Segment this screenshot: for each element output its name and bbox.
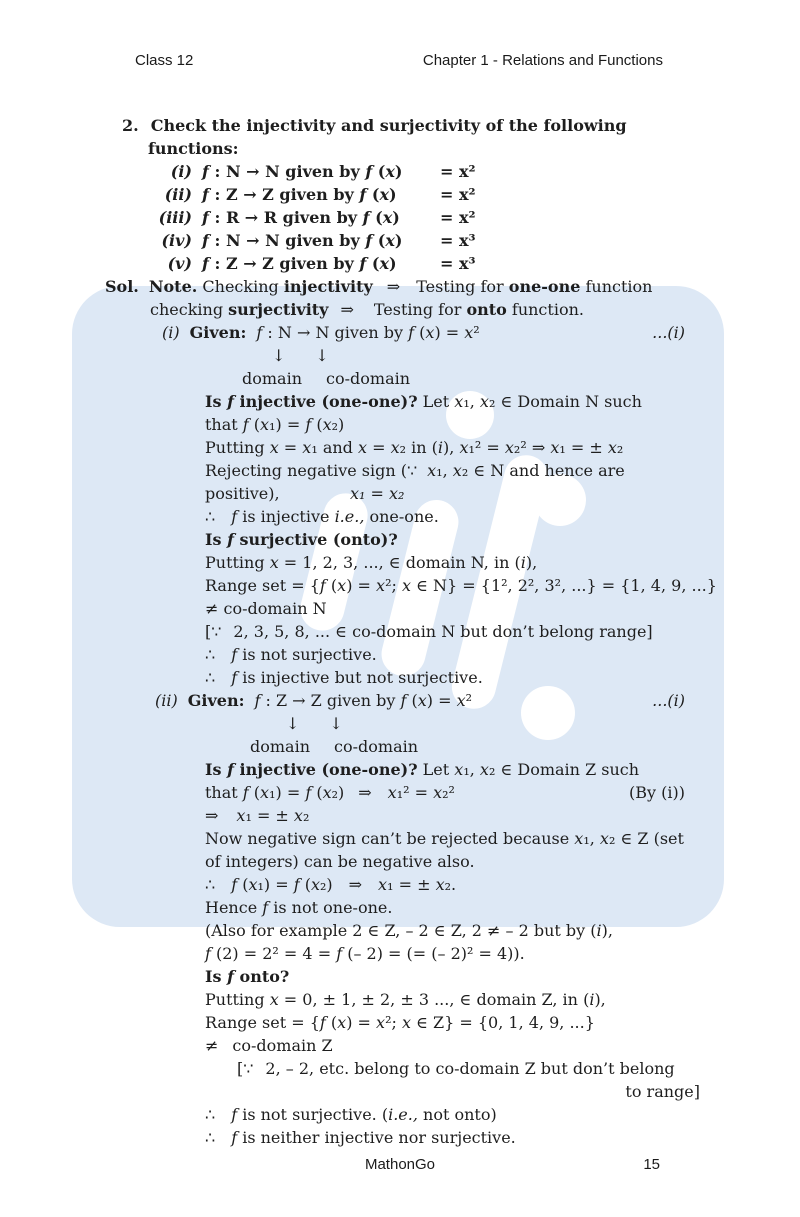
text-line: Sol. Note. Checking injectivity ⇒ Testing for one-one function [105,277,653,296]
page-footer [0,1156,800,1179]
text-line: that f (x₁) = f (x₂) [205,415,345,434]
text-line: Is f onto? [205,967,290,986]
text-line: ∴ f is not surjective. [205,645,377,664]
text-line: f (2) = 2² = 4 = f (– 2) = (= (– 2)² = 4)). [205,944,525,963]
text-line: Putting x = 0, ± 1, ± 2, ± 3 ..., ∈ domain Z, in (i), [205,990,606,1009]
text-line: (v) f : Z → Z given by f (x) = x³ [167,254,476,273]
text-line: Range set = {f (x) = x²; x ∈ Z} = {0, 1, 4, 9, ...} [205,1013,595,1032]
text-line: (iv) f : N → N given by f (x) = x³ [161,231,476,250]
footer-brand: MathonGo [364,1156,436,1173]
text-line: Is f injective (one-one)? Let x₁, x₂ ∈ Domain Z such [205,760,640,779]
text-line: of integers) can be negative also. [205,852,475,871]
text-line: (i) Given: f : N → N given by f (x) = x² ...(i) [162,323,685,342]
text-line: ↓ ↓ [272,346,329,365]
text-line: to range] [625,1082,700,1101]
text-line: functions: [148,139,239,158]
header-chapter-label: Chapter 1 - Relations and Functions [422,52,663,69]
text-line: [∵ 2, – 2, etc. belong to co-domain Z but don’t belong [237,1059,675,1078]
text-line: ≠ co-domain N [205,599,327,618]
text-line: Is f injective (one-one)? Let x₁, x₂ ∈ Domain N such [205,392,642,411]
text-line: positive), x₁ = x₂ [205,484,405,503]
text-line: (i) f : N → N given by f (x) = x² [170,162,476,181]
page-header [0,52,800,72]
text-line: ∴ f is not surjective. (i.e., not onto) [205,1105,497,1124]
text-line: Rejecting negative sign (∵ x₁, x₂ ∈ N and hence are [205,461,625,480]
text-line: that f (x₁) = f (x₂) ⇒ x₁² = x₂² (By (i)) [205,783,685,802]
text-line: (ii) Given: f : Z → Z given by f (x) = x² ...(i) [155,691,685,710]
document-lines [0,114,800,1149]
text-line: domain co-domain [242,369,411,388]
text-line: (ii) f : Z → Z given by f (x) = x² [164,185,476,204]
text-line: ≠ co-domain Z [205,1036,333,1055]
text-line: (iii) f : R → R given by f (x) = x² [158,208,476,227]
text-line: domain co-domain [250,737,419,756]
text-line: (Also for example 2 ∈ Z, – 2 ∈ Z, 2 ≠ – 2 but by (i), [205,921,613,940]
text-line: Hence f is not one-one. [205,898,393,917]
text-line: ∴ f is neither injective nor surjective. [205,1128,516,1147]
text-line: Is f surjective (onto)? [205,530,398,549]
text-line: checking surjectivity ⇒ Testing for onto function. [150,300,584,319]
text-line: Putting x = 1, 2, 3, ..., ∈ domain N, in (i), [205,553,538,572]
text-line: Range set = {f (x) = x²; x ∈ N} = {1², 2², 3², ...} = {1, 4, 9, ...} [205,576,717,595]
text-line: ↓ ↓ [286,714,343,733]
text-line: ∴ f (x₁) = f (x₂) ⇒ x₁ = ± x₂. [205,875,457,894]
header-class-label: Class 12 [135,52,194,69]
text-line: 2. Check the injectivity and surjectivity of the following [122,116,627,135]
footer-page-number: 15 [643,1156,660,1173]
text-line: ⇒ x₁ = ± x₂ [205,806,310,825]
text-line: ∴ f is injective but not surjective. [205,668,483,687]
text-line: Putting x = x₁ and x = x₂ in (i), x₁² = x₂² ⇒ x₁ = ± x₂ [205,438,624,457]
text-line: ∴ f is injective i.e., one-one. [205,507,439,526]
text-line: [∵ 2, 3, 5, 8, ... ∈ co-domain N but don’t belong range] [205,622,653,641]
text-line: Now negative sign can’t be rejected because x₁, x₂ ∈ Z (set [205,829,684,848]
